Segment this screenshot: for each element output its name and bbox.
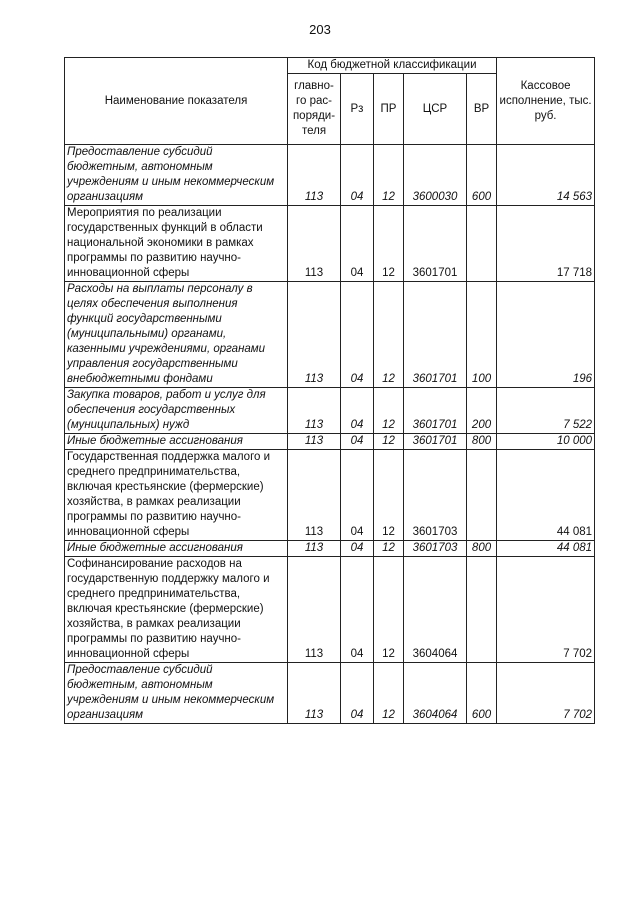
header-name: Наименование показателя	[65, 58, 288, 145]
row-vr	[467, 557, 497, 663]
row-amount: 10 000	[497, 434, 595, 450]
row-csr: 3604064	[404, 663, 467, 724]
table-row	[65, 282, 595, 388]
row-glav: 113	[288, 282, 341, 388]
table-row	[65, 145, 595, 206]
row-amount: 44 081	[497, 541, 595, 557]
row-amount: 7 702	[497, 663, 595, 724]
header-classification-group: Код бюджетной классификации	[288, 58, 497, 74]
header-pr: ПР	[374, 74, 404, 145]
table-row	[65, 557, 595, 663]
row-pr: 12	[374, 206, 404, 282]
row-name: Иные бюджетные ассигнования	[65, 541, 288, 557]
row-glav: 113	[288, 145, 341, 206]
table-row	[65, 388, 595, 434]
row-name: Государственная поддержка малого и среднего предпринимательства, включая крестьянские (фермерские) хозяйства, в рамках реализации программы по развитию научно-инновационной сферы	[65, 450, 288, 541]
row-rz: 04	[341, 541, 374, 557]
row-vr: 200	[467, 388, 497, 434]
header-csr: ЦСР	[404, 74, 467, 145]
row-name: Предоставление субсидий бюджетным, автономным учреждениям и иным некоммерческим организациям	[65, 145, 288, 206]
row-amount: 7 702	[497, 557, 595, 663]
row-amount: 196	[497, 282, 595, 388]
row-glav: 113	[288, 557, 341, 663]
row-vr: 800	[467, 434, 497, 450]
row-pr: 12	[374, 450, 404, 541]
row-pr: 12	[374, 282, 404, 388]
row-csr: 3601703	[404, 541, 467, 557]
table-row	[65, 663, 595, 724]
row-glav: 113	[288, 541, 341, 557]
header-rz: Рз	[341, 74, 374, 145]
row-amount: 44 081	[497, 450, 595, 541]
row-rz: 04	[341, 557, 374, 663]
row-glav: 113	[288, 434, 341, 450]
row-vr	[467, 206, 497, 282]
row-pr: 12	[374, 145, 404, 206]
row-name: Предоставление субсидий бюджетным, автономным учреждениям и иным некоммерческим организациям	[65, 663, 288, 724]
row-vr	[467, 450, 497, 541]
row-name: Закупка товаров, работ и услуг для обеспечения государственных (муниципальных) нужд	[65, 388, 288, 434]
row-amount: 7 522	[497, 388, 595, 434]
page-number: 203	[309, 22, 331, 37]
budget-table	[64, 57, 595, 724]
table-row	[65, 541, 595, 557]
row-rz: 04	[341, 282, 374, 388]
row-csr: 3600030	[404, 145, 467, 206]
row-amount: 14 563	[497, 145, 595, 206]
row-name: Расходы на выплаты персоналу в целях обеспечения выполнения функций государственными (муниципальными) органами, казенными учреждениями, органами управления государственными внебюджетными фондами	[65, 282, 288, 388]
row-rz: 04	[341, 663, 374, 724]
row-amount: 17 718	[497, 206, 595, 282]
row-csr: 3601703	[404, 450, 467, 541]
row-csr: 3604064	[404, 557, 467, 663]
row-name: Иные бюджетные ассигнования	[65, 434, 288, 450]
row-vr: 600	[467, 145, 497, 206]
row-vr: 100	[467, 282, 497, 388]
row-glav: 113	[288, 206, 341, 282]
row-rz: 04	[341, 434, 374, 450]
row-name: Софинансирование расходов на государственную поддержку малого и среднего предпринимательства, включая крестьянские (фермерские) хозяйства, в рамках реализации программы по развитию научно-инновационной сферы	[65, 557, 288, 663]
table-row	[65, 450, 595, 541]
table-row	[65, 434, 595, 450]
row-glav: 113	[288, 388, 341, 434]
row-name: Мероприятия по реализации государственных функций в области национальной экономики в рамках программы по развитию научно-инновационной сферы	[65, 206, 288, 282]
row-pr: 12	[374, 557, 404, 663]
header-vr: ВР	[467, 74, 497, 145]
row-pr: 12	[374, 388, 404, 434]
row-rz: 04	[341, 450, 374, 541]
row-csr: 3601701	[404, 434, 467, 450]
row-pr: 12	[374, 541, 404, 557]
row-pr: 12	[374, 663, 404, 724]
row-pr: 12	[374, 434, 404, 450]
table-row	[65, 206, 595, 282]
row-csr: 3601701	[404, 206, 467, 282]
row-rz: 04	[341, 145, 374, 206]
row-csr: 3601701	[404, 282, 467, 388]
row-glav: 113	[288, 450, 341, 541]
row-vr: 800	[467, 541, 497, 557]
row-rz: 04	[341, 206, 374, 282]
row-vr: 600	[467, 663, 497, 724]
row-csr: 3601701	[404, 388, 467, 434]
header-amount: Кассовое исполнение, тыс. руб.	[497, 58, 595, 145]
row-glav: 113	[288, 663, 341, 724]
row-rz: 04	[341, 388, 374, 434]
header-glav: главно-го рас-поряди-теля	[288, 74, 341, 145]
